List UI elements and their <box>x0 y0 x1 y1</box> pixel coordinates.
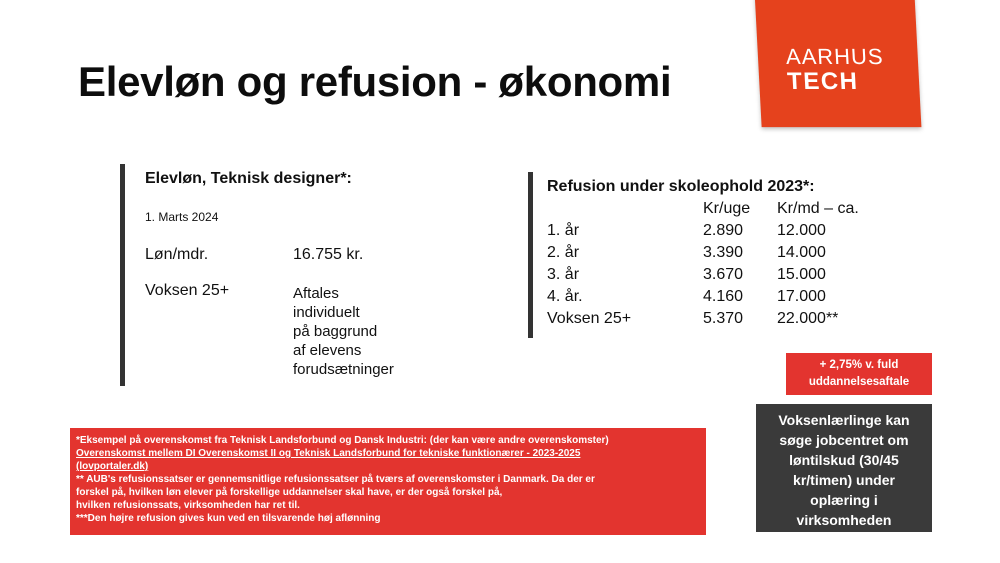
salary-label: Løn/mdr. <box>145 246 209 263</box>
adult-salary-line: forudsætninger <box>293 361 394 378</box>
refund-year: 4. år. <box>547 288 583 305</box>
salary-heading: Elevløn, Teknisk designer*: <box>145 170 352 187</box>
adult-info-line: søge jobcentret om <box>779 432 909 448</box>
adult-salary-label: Voksen 25+ <box>145 282 230 299</box>
refund-week: 5.370 <box>703 310 744 327</box>
adult-salary-line: Aftales <box>293 285 339 302</box>
adult-salary-line: på baggrund <box>293 323 378 340</box>
refund-row <box>547 244 887 266</box>
adult-salary-value <box>293 284 394 379</box>
aarhus-tech-logo <box>755 0 922 127</box>
salary-date: 1. Marts 2024 <box>145 210 219 224</box>
refund-row <box>547 222 887 244</box>
footnote-3: ***Den højre refusion gives kun ved en tilsvarende høj aflønning <box>76 513 381 524</box>
agreement-link[interactable]: Overenskomst mellem DI Overenskomst II og Teknisk Landsforbund for tekniske funktionærer - 2023-2025 <box>76 448 581 459</box>
adult-salary-line: af elevens <box>293 342 362 359</box>
refund-year: Voksen 25+ <box>547 310 632 327</box>
footnote-2-end: hvilken refusionssats, virksomheden har ret til. <box>76 500 300 511</box>
logo-text-tech: TECH <box>786 68 860 96</box>
refund-week: 3.670 <box>703 266 744 283</box>
refund-week: 3.390 <box>703 244 744 261</box>
refund-year: 3. år <box>547 266 580 283</box>
salary-section <box>120 164 445 386</box>
bonus-line: + 2,75% v. fuld <box>819 359 899 371</box>
refund-col-week: Kr/uge <box>703 200 751 217</box>
refund-year: 1. år <box>547 222 580 239</box>
refund-heading: Refusion under skoleophold 2023*: <box>547 178 815 195</box>
refund-row <box>547 266 887 288</box>
refund-month: 17.000 <box>777 288 826 305</box>
refund-month: 22.000** <box>777 310 839 327</box>
agreement-link-source[interactable]: (lovportaler.dk) <box>76 461 149 472</box>
footnote-2-cont: forskel på, hvilken løn elever på forskellige uddannelser skal have, er der også forskel på, <box>76 487 503 498</box>
adult-info-line: oplæring i <box>810 492 878 508</box>
adult-info-line: virksomheden <box>796 512 892 528</box>
refund-col-month: Kr/md – ca. <box>777 200 859 217</box>
adult-info-line: løntilskud (30/45 <box>789 452 899 468</box>
footnote-1: *Eksempel på overenskomst fra Teknisk Landsforbund og Dansk Industri: (der kan være andre overenskomster) <box>76 435 609 446</box>
salary-value: 16.755 kr. <box>293 246 364 263</box>
adult-salary-line: individuelt <box>293 304 360 321</box>
adult-info-line: kr/timen) under <box>793 472 895 488</box>
refund-row <box>547 310 887 332</box>
adult-apprentice-info <box>756 404 932 532</box>
bonus-line: uddannelsesaftale <box>808 376 910 388</box>
refund-year: 2. år <box>547 244 580 261</box>
refund-month: 15.000 <box>777 266 826 283</box>
adult-info-line: Voksenlærlinge kan <box>778 412 910 428</box>
refund-month: 14.000 <box>777 244 826 261</box>
refund-week: 2.890 <box>703 222 744 239</box>
refund-row <box>547 288 887 310</box>
footnotes <box>70 428 706 535</box>
refund-week: 4.160 <box>703 288 744 305</box>
footnote-2: ** AUB's refusionssatser er gennemsnitlige refusionssatser på tværs af overenskomster i Danmark. Da der er <box>76 474 595 485</box>
logo-text-aarhus: AARHUS <box>785 43 885 70</box>
page-title: Elevløn og refusion - økonomi <box>78 58 672 105</box>
refund-month: 12.000 <box>777 222 826 239</box>
bonus-badge <box>786 353 932 395</box>
refund-section <box>528 172 893 338</box>
